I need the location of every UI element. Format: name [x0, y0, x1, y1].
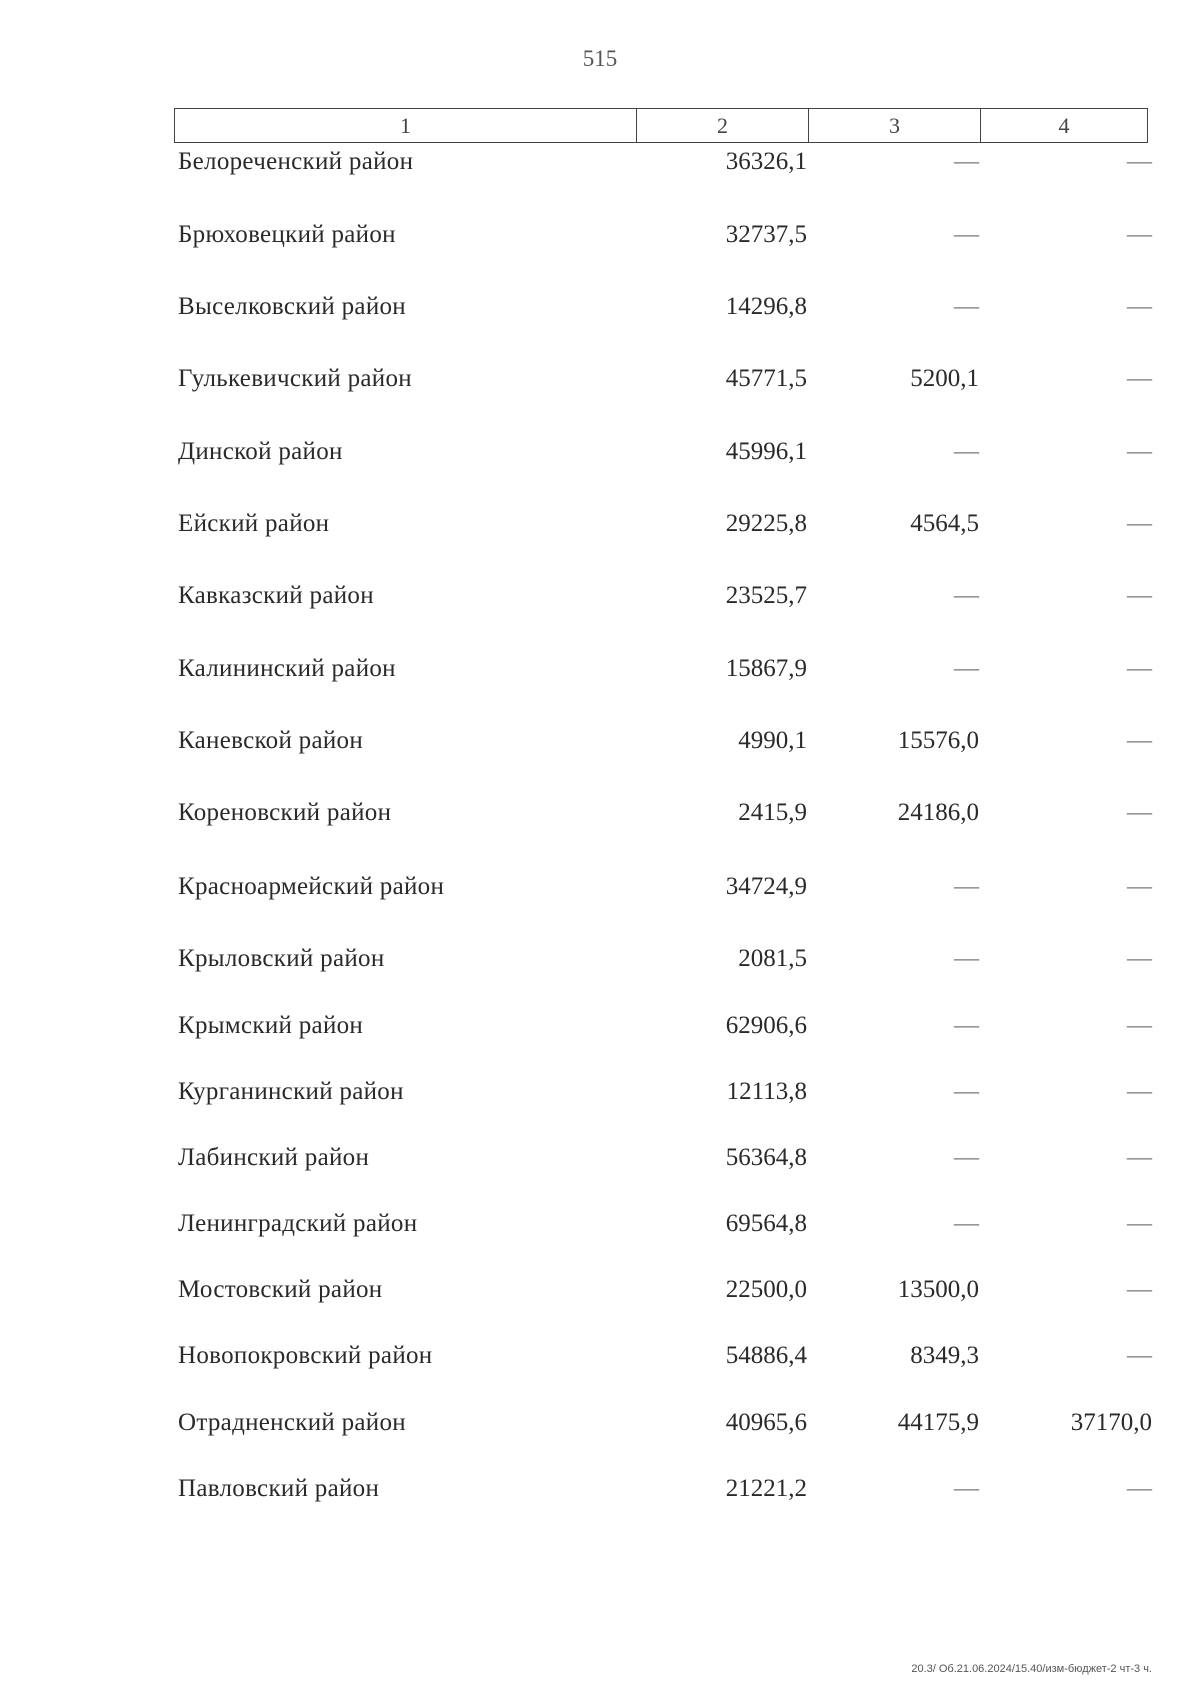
row-value-col-4: —	[1127, 1276, 1152, 1303]
row-value-col-2: 29225,8	[725, 510, 807, 537]
row-name: Отрадненский район	[178, 1409, 406, 1436]
row-value-col-3: —	[954, 582, 979, 609]
row-value-col-3: 24186,0	[897, 799, 979, 826]
row-value-col-3: —	[954, 221, 979, 248]
row-value-col-3: —	[954, 655, 979, 682]
row-value-col-4: —	[1127, 727, 1152, 754]
row-value-col-4: —	[1127, 1144, 1152, 1171]
row-value-col-4: —	[1127, 1210, 1152, 1237]
row-value-col-4: —	[1127, 293, 1152, 320]
table-row	[0, 724, 1200, 758]
header-col-4: 4	[1058, 113, 1070, 138]
row-value-col-3: —	[954, 148, 979, 175]
row-value-col-4: —	[1127, 1078, 1152, 1105]
row-value-col-2: 54886,4	[725, 1342, 807, 1369]
row-name: Павловский район	[178, 1475, 380, 1502]
row-value-col-2: 62906,6	[725, 1012, 807, 1039]
table-row	[0, 1472, 1200, 1506]
table-row	[0, 1009, 1200, 1043]
row-value-col-3: —	[954, 873, 979, 900]
row-value-col-4: —	[1127, 945, 1152, 972]
row-value-col-2: 2081,5	[738, 945, 807, 972]
row-name: Динской район	[178, 438, 343, 465]
row-value-col-2: 36326,1	[725, 148, 807, 175]
row-value-col-3: —	[954, 1475, 979, 1502]
row-value-col-4: —	[1127, 1475, 1152, 1502]
row-value-col-3: 44175,9	[897, 1409, 979, 1436]
row-name: Выселковский район	[178, 293, 406, 320]
row-value-col-2: 23525,7	[725, 582, 807, 609]
row-value-col-3: —	[954, 1144, 979, 1171]
row-value-col-4: —	[1127, 148, 1152, 175]
row-name: Ленинградский район	[178, 1210, 418, 1237]
row-value-col-4: —	[1127, 1012, 1152, 1039]
row-value-col-4: —	[1127, 655, 1152, 682]
table-row	[0, 290, 1200, 324]
row-value-col-3: 15576,0	[897, 727, 979, 754]
row-value-col-2: 2415,9	[738, 799, 807, 826]
row-value-col-2: 34724,9	[725, 873, 807, 900]
row-value-col-4: 37170,0	[1070, 1409, 1152, 1436]
row-name: Крыловский район	[178, 945, 385, 972]
row-value-col-3: —	[954, 1012, 979, 1039]
row-value-col-4: —	[1127, 1342, 1152, 1369]
row-value-col-2: 45996,1	[725, 438, 807, 465]
row-value-col-4: —	[1127, 365, 1152, 392]
table-row	[0, 435, 1200, 469]
table-row	[0, 942, 1200, 976]
row-value-col-4: —	[1127, 438, 1152, 465]
row-name: Каневской район	[178, 727, 364, 754]
row-name: Гулькевичский район	[178, 365, 412, 392]
footer-code: 20.3/ Об.21.06.2024/15.40/изм-бюджет-2 чт-3 ч.	[911, 1663, 1152, 1675]
table-row	[0, 145, 1200, 179]
row-value-col-2: 40965,6	[725, 1409, 807, 1436]
header-col-3: 3	[809, 109, 981, 142]
row-name: Белореченский район	[178, 148, 414, 175]
row-value-col-3: —	[954, 945, 979, 972]
table-row	[0, 1075, 1200, 1109]
page-number: 515	[582, 46, 618, 71]
row-value-col-2: 15867,9	[725, 655, 807, 682]
row-value-col-4: —	[1127, 510, 1152, 537]
row-value-col-3: —	[954, 1078, 979, 1105]
table-row	[0, 1141, 1200, 1175]
row-value-col-3: —	[954, 293, 979, 320]
row-value-col-4: —	[1127, 799, 1152, 826]
header-col-2: 2	[637, 109, 809, 142]
table-row	[0, 362, 1200, 396]
row-value-col-2: 4990,1	[738, 727, 807, 754]
row-value-col-2: 56364,8	[725, 1144, 807, 1171]
table-row	[0, 796, 1200, 830]
row-name: Кореновский район	[178, 799, 392, 826]
row-value-col-3: 5200,1	[910, 365, 979, 392]
table-row	[0, 1339, 1200, 1373]
row-value-col-2: 45771,5	[725, 365, 807, 392]
row-value-col-2: 12113,8	[726, 1078, 807, 1105]
row-name: Красноармейский район	[178, 873, 445, 900]
table-row	[0, 1207, 1200, 1241]
row-name: Лабинский район	[178, 1144, 370, 1171]
table-row	[0, 870, 1200, 904]
row-value-col-2: 69564,8	[725, 1210, 807, 1237]
table-row	[0, 507, 1200, 541]
row-value-col-4: —	[1127, 221, 1152, 248]
row-value-col-3: 8349,3	[910, 1342, 979, 1369]
row-value-col-4: —	[1127, 582, 1152, 609]
table-row	[0, 1273, 1200, 1307]
table-row	[0, 218, 1200, 252]
row-value-col-3: 4564,5	[910, 510, 979, 537]
row-value-col-2: 32737,5	[725, 221, 807, 248]
row-name: Курганинский район	[178, 1078, 404, 1105]
row-value-col-3: —	[954, 1210, 979, 1237]
row-value-col-4: —	[1127, 873, 1152, 900]
row-value-col-3: 13500,0	[897, 1276, 979, 1303]
row-name: Ейский район	[178, 510, 330, 537]
table-row	[0, 579, 1200, 613]
row-name: Мостовский район	[178, 1276, 383, 1303]
row-name: Калининский район	[178, 655, 396, 682]
row-value-col-2: 14296,8	[725, 293, 807, 320]
row-name: Крымский район	[178, 1012, 364, 1039]
table-row	[0, 652, 1200, 686]
row-value-col-2: 22500,0	[725, 1276, 807, 1303]
row-value-col-3: —	[954, 438, 979, 465]
row-value-col-2: 21221,2	[725, 1475, 807, 1502]
header-col-1: 1	[175, 109, 637, 142]
table-row	[0, 1406, 1200, 1440]
row-name: Кавказский район	[178, 582, 374, 609]
table-header	[174, 108, 1148, 143]
row-name: Новопокровский район	[178, 1342, 433, 1369]
row-name: Брюховецкий район	[178, 221, 396, 248]
